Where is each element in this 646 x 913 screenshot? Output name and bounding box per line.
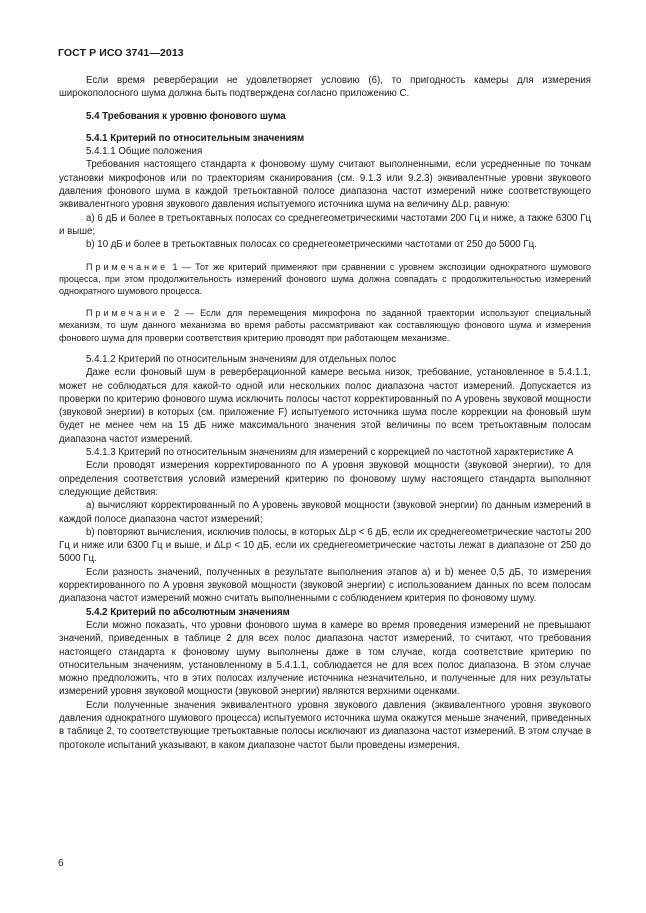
paragraph: Если полученные значения эквивалентного уровня звукового давления (эквивалентного уровня звукового давления однократного шумового процесса) испытуемого источника шума окажутся меньше значений, приведенных в таблице 2, то соответствующие третьоктавные полосы исключают из диапазона частот измерений. В этом случае в протоколе испытаний указывают, в каком диапазоне частот были проведены измерения. — [59, 699, 591, 751]
list-item: a) 6 дБ и более в третьоктавных полосах со среднегеометрическими частотами 200 Гц и ниже, а также 6300 Гц и выше; — [59, 212, 591, 237]
subsection-heading: 5.4.1 Критерий по относительным значениям — [86, 132, 305, 144]
paragraph: Если разность значений, полученных в результате выполнения этапов a) и b) менее 0,5 дБ, то измерения корректированного по A уровня звуковой мощности (звуковой энергии) с использованием данных по всем полосам диапазона частот измерений можно считать выполненными с соблюдением критерия по фоновому шуму. — [59, 566, 591, 605]
paragraph: Если проводят измерения корректированного по A уровня звуковой мощности (звуковой энергии), то для определения соответствия условий измерений критерию по фоновому шуму настоящего стандарта выполняют следующие действия: — [59, 460, 591, 498]
paragraph: Даже если фоновый шум в реверберационной камере весьма низок, требование, установленное в 5.4.1.1, может не соблюдаться для какой-то одной или нескольких полос диапазона частот измерений. Допускается из проверки по критерию фонового шума исключить полосы частот корректированный по A уровень звуковой мощности (звуковой энергии) в которых (см. приложение F) испытуемого источника шума после коррекции на фоновый шум будет не менее чем на 15 дБ ниже максимального значения этой величины по всем третьоктавным полосам диапазона частот измерений. — [59, 367, 591, 445]
note — [59, 307, 591, 344]
note — [59, 261, 591, 298]
paragraph: Требования настоящего стандарта к фоновому шуму считают выполненными, если усредненные по точкам установки микрофонов или по траекториям сканирования (см. 9.1.3 или 9.2.3) эквивалентные уровни звукового давления фонового шума в каждой третьоктавной полосе диапазона частот измерений ниже соответствующего эквивалентного уровня звукового давления испытуемого источника шума на величину ΔLp, равную: — [59, 159, 591, 211]
clause-heading: 5.4.1.1 Общие положения — [86, 146, 203, 158]
note-label: Примечание — [86, 261, 169, 272]
note-text: 1 — Тот же критерий применяют при сравнении с уровнем экспозиции однократного шумового процесса, при этом продолжительность измерений фонового шума должна совпадать с продолжительностью измерений однократного шумового процесса. — [59, 261, 591, 297]
list-item: a) вычисляют корректированный по A уровень звуковой мощности (звуковой энергии) по данным измерений в каждой полосе диапазона частот измерений; — [59, 500, 591, 525]
document-header: ГОСТ Р ИСО 3741—2013 — [58, 47, 184, 59]
clause-heading: 5.4.1.3 Критерий по относительным значениям для измерений с коррекцией по частотной характеристике A — [86, 447, 574, 459]
list-item: b) 10 дБ и более в третьоктавных полосах со среднегеометрическими частотами от 250 до 5000 Гц. — [86, 239, 537, 251]
document-body — [59, 74, 591, 752]
page-number: 6 — [58, 858, 64, 869]
note-label: Примечание — [86, 307, 169, 318]
section-heading: 5.4 Требования к уровню фонового шума — [86, 110, 286, 122]
paragraph: Если время реверберации не удовлетворяет условию (6), то пригодность камеры для измерения широкополосного шума должна быть подтверждена согласно приложению C. — [59, 75, 591, 100]
note-text: 2 — Если для перемещения микрофона по заданной траектории используют специальный механизм, то шум данного механизма во время работы рассматривают как составляющую фонового шума и измерения фонового шума для проверки соответствия критерию проводят при работающем механизме. — [59, 307, 591, 343]
paragraph: Если можно показать, что уровни фонового шума в камере во время проведения измерений не превышают значений, приведенных в таблице 2 для всех полос диапазона частот измерений, то считают, что требования настоящего стандарта к фоновому шуму выполнены даже в том случае, когда соответствие критерию по относительным значениям, установленному в 5.4.1.1, соблюдается не для всех полос диапазона. В этом случае можно предположить, что в этих полосах излучение источника незначительно, и полученные для них результаты измерений уровня звуковой мощности (звуковой энергии) являются верхними оценками. — [59, 619, 591, 698]
clause-heading: 5.4.1.2 Критерий по относительным значениям для отдельных полос — [86, 354, 397, 365]
subsection-heading: 5.4.2 Критерий по абсолютным значениям — [86, 606, 290, 618]
list-item: b) повторяют вычисления, исключив полосы, в которых ΔLp < 6 дБ, если их среднегеометрические частоты 200 Гц и ниже или 6300 Гц и выше, и ΔLp < 10 дБ, если их среднегеометрические частоты лежат в диапазоне от 250 до 5000 Гц. — [59, 526, 591, 565]
